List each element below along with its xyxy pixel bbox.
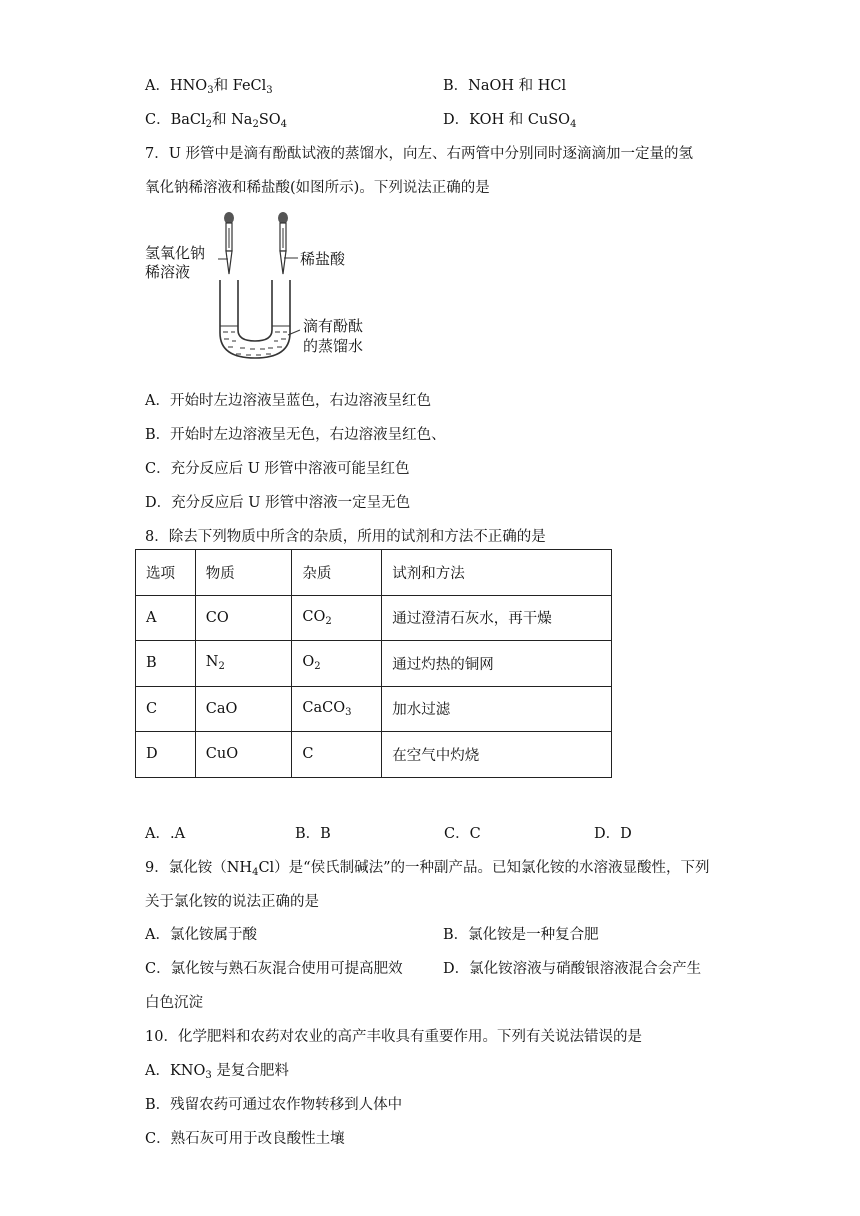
row-substance: $N_2$ xyxy=(195,641,292,687)
q8-stem: 8．除去下列物质中所含的杂质，所用的试剂和方法不正确的是 xyxy=(145,529,546,545)
q6-option-d: D．KOH 和 CuSO$_4$ xyxy=(443,112,577,130)
row-impurity: $O_2$ xyxy=(292,641,382,687)
q10-stem: 10．化学肥料和农药对农业的高产丰收具有重要作用。下列有关说法错误的是 xyxy=(145,1029,642,1045)
figure-label-distilled-water: 的蒸馏水 xyxy=(303,337,364,355)
row-impurity: CaCO$_3$ xyxy=(292,686,382,732)
q10-option-a: A．$KNO_3$ 是复合肥料 xyxy=(145,1063,289,1081)
header-method: 试剂和方法 xyxy=(382,550,612,596)
table-row xyxy=(136,686,612,732)
row-method: 通过灼热的铜网 xyxy=(382,641,612,687)
q7-stem-line1: 7．U 形管中是滴有酚酞试液的蒸馏水，向左、右两管中分别同时逐滴滴加一定量的氢 xyxy=(145,146,694,162)
q8-table xyxy=(135,549,612,778)
figure-label-phenolphthalein: 滴有酚酞 xyxy=(303,317,364,335)
header-option: 选项 xyxy=(136,550,196,596)
row-substance: CaO xyxy=(195,686,292,732)
q7-option-b: B．开始时左边溶液呈无色，右边溶液呈红色、 xyxy=(145,427,446,443)
q8-answer-d: D．D xyxy=(594,826,632,842)
q7-option-c: C．充分反应后 U 形管中溶液可能呈红色 xyxy=(145,461,410,477)
table-row xyxy=(136,595,612,641)
row-method: 在空气中灼烧 xyxy=(382,732,612,778)
q8-answer-a: A．.A xyxy=(145,826,186,842)
table-row xyxy=(136,641,612,687)
q6-option-a: A．$HNO_3$和 FeCl$_3$ xyxy=(145,78,273,96)
q9-option-d: D．氯化铵溶液与硝酸银溶液混合会产生 xyxy=(443,961,702,977)
row-option: C xyxy=(136,686,196,732)
figure-label-naoh: 氢氧化钠 xyxy=(145,244,206,262)
q6-option-c: C．BaCl$_2$和 $Na_2SO_4$ xyxy=(145,112,288,130)
row-impurity: $CO_2$ xyxy=(292,595,382,641)
right-dropper-icon xyxy=(278,212,288,274)
q7-stem-line2: 氧化钠稀溶液和稀盐酸(如图所示)。下列说法正确的是 xyxy=(145,180,490,196)
q9-option-d-continued: 白色沉淀 xyxy=(145,995,203,1011)
table-header-row xyxy=(136,550,612,596)
q6-option-b: B．NaOH 和 HCl xyxy=(443,78,567,94)
q8-answer-b: B．B xyxy=(295,826,331,842)
q7-option-d: D．充分反应后 U 形管中溶液一定呈无色 xyxy=(145,495,411,511)
u-tube-icon xyxy=(220,280,290,358)
header-impurity: 杂质 xyxy=(292,550,382,596)
left-dropper-icon xyxy=(224,212,234,274)
row-option: A xyxy=(136,595,196,641)
row-method: 加水过滤 xyxy=(382,686,612,732)
figure-label-hcl: 稀盐酸 xyxy=(300,250,346,268)
row-substance: CuO xyxy=(195,732,292,778)
q9-option-b: B．氯化铵是一种复合肥 xyxy=(443,927,599,943)
row-option: D xyxy=(136,732,196,778)
q9-stem-line1: 9．氯化铵$(NH_4Cl)$是“侯氏制碱法”的一种副产品。已知氯化铵的水溶液显酸性，下列 xyxy=(145,860,710,878)
q9-option-c: C．氯化铵与熟石灰混合使用可提高肥效 xyxy=(145,961,403,977)
row-option: B xyxy=(136,641,196,687)
row-method: 通过澄清石灰水，再干燥 xyxy=(382,595,612,641)
header-substance: 物质 xyxy=(195,550,292,596)
q9-stem-line2: 关于氯化铵的说法正确的是 xyxy=(145,894,319,910)
row-substance: CO xyxy=(195,595,292,641)
figure-label-dilute-solution: 稀溶液 xyxy=(145,263,191,281)
q10-option-c: C．熟石灰可用于改良酸性土壤 xyxy=(145,1131,345,1147)
u-tube-figure xyxy=(140,208,420,372)
q7-option-a: A．开始时左边溶液呈蓝色，右边溶液呈红色 xyxy=(145,393,431,409)
q10-option-b: B．残留农药可通过农作物转移到人体中 xyxy=(145,1097,403,1113)
q8-answer-c: C．C xyxy=(444,826,481,842)
table-row xyxy=(136,732,612,778)
row-impurity: C xyxy=(292,732,382,778)
q9-option-a: A．氯化铵属于酸 xyxy=(145,927,257,943)
